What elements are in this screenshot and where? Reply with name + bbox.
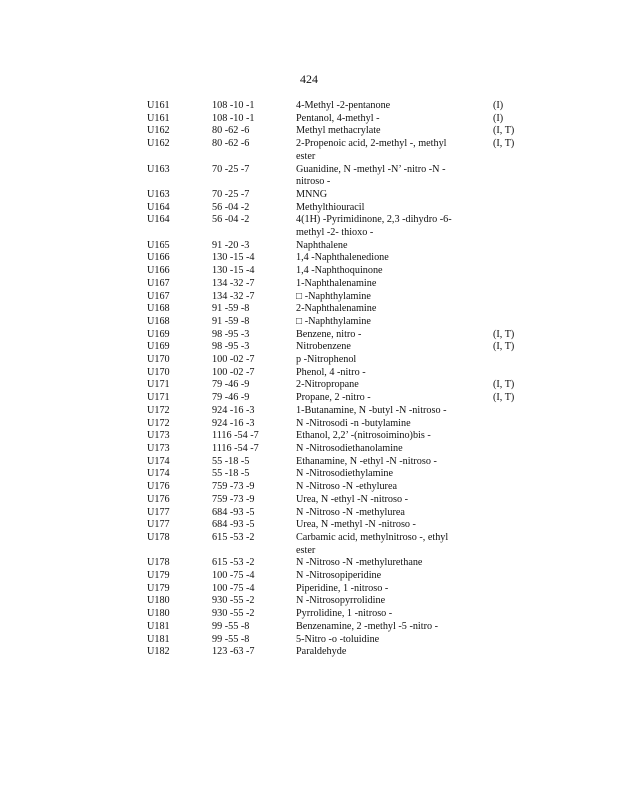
waste-code-cell: U172	[147, 404, 170, 416]
waste-table-body	[147, 100, 533, 659]
cas-number-cell: 759 -73 -9	[212, 481, 255, 493]
substance-name-cell	[296, 189, 493, 202]
substance-name: 1,4 -Naphthoquinone	[296, 265, 383, 277]
hazard-code-cell	[493, 621, 533, 634]
substance-name: Urea, N -methyl -N -nitroso -	[296, 519, 416, 531]
table-row	[147, 634, 533, 647]
cas-number-cell: 130 -15 -4	[212, 252, 255, 264]
cas-number-cell: 56 -04 -2	[212, 201, 250, 213]
cas-number-cell: 98 -95 -3	[212, 328, 250, 340]
substance-name-cell	[296, 265, 493, 278]
table-row	[147, 468, 533, 481]
waste-code-cell: U178	[147, 557, 170, 569]
table-row	[147, 202, 533, 215]
hazardous-waste-table	[147, 100, 533, 659]
cas-number-cell: 80 -62 -6	[212, 138, 250, 150]
waste-code-cell: U181	[147, 620, 170, 632]
hazard-code-cell	[493, 443, 533, 456]
substance-name: p -Nitrophenol	[296, 354, 357, 366]
table-row	[147, 252, 533, 265]
hazard-code-cell: (I, T)	[493, 328, 515, 340]
table-row	[147, 214, 533, 239]
substance-name: Benzene, nitro -	[296, 328, 362, 340]
table-row	[147, 100, 533, 113]
waste-code-cell: U174	[147, 455, 170, 467]
table-row	[147, 278, 533, 291]
waste-code-cell: U176	[147, 493, 170, 505]
substance-name: Pyrrolidine, 1 -nitroso -	[296, 608, 393, 620]
table-row	[147, 583, 533, 596]
substance-name: N -Nitroso -N -ethylurea	[296, 481, 397, 493]
table-row	[147, 316, 533, 329]
cas-number-cell: 70 -25 -7	[212, 163, 250, 175]
waste-code-cell: U163	[147, 188, 170, 200]
cas-number-cell: 100 -02 -7	[212, 366, 255, 378]
table-row	[147, 646, 533, 659]
waste-code-cell: U177	[147, 506, 170, 518]
waste-code-cell: U172	[147, 417, 170, 429]
table-row	[147, 354, 533, 367]
hazard-code-cell	[493, 405, 533, 418]
substance-name-cell	[296, 468, 493, 481]
cas-number-cell: 924 -16 -3	[212, 417, 255, 429]
substance-name: Phenol, 4 -nitro -	[296, 366, 366, 378]
substance-name: N -Nitrosopyrrolidine	[296, 595, 386, 607]
substance-name: Naphthalene	[296, 239, 348, 251]
cas-number-cell: 80 -62 -6	[212, 125, 250, 137]
substance-name-cell	[296, 392, 493, 405]
table-row	[147, 164, 533, 189]
table-row	[147, 608, 533, 621]
table-row	[147, 138, 533, 163]
cas-number-cell: 91 -59 -8	[212, 315, 250, 327]
hazard-code-cell: (I, T)	[493, 379, 515, 391]
cas-number-cell: 130 -15 -4	[212, 265, 255, 277]
cas-number-cell: 100 -75 -4	[212, 570, 255, 582]
substance-name-cell	[296, 481, 493, 494]
table-row	[147, 265, 533, 278]
waste-code-cell: U168	[147, 303, 170, 315]
waste-code-cell: U163	[147, 163, 170, 175]
waste-code-cell: U179	[147, 582, 170, 594]
substance-name: 5-Nitro -o -toluidine	[296, 633, 380, 645]
substance-name: Guanidine, N -methyl -N’ -nitro -N - nitroso -	[296, 163, 446, 188]
hazard-code-cell: (I, T)	[493, 341, 515, 353]
table-row	[147, 570, 533, 583]
table-row	[147, 557, 533, 570]
table-row	[147, 405, 533, 418]
hazard-code-cell	[493, 532, 533, 557]
substance-name-cell	[296, 608, 493, 621]
substance-name-cell	[296, 519, 493, 532]
cas-number-cell: 1116 -54 -7	[212, 442, 259, 454]
substance-name-cell	[296, 456, 493, 469]
substance-name-cell	[296, 532, 493, 557]
substance-name-cell	[296, 240, 493, 253]
substance-name: Methylthiouracil	[296, 201, 365, 213]
waste-code-cell: U161	[147, 100, 170, 111]
substance-name-cell	[296, 507, 493, 520]
substance-name-cell	[296, 418, 493, 431]
table-row	[147, 367, 533, 380]
hazard-code-cell	[493, 291, 533, 304]
cas-number-cell: 684 -93 -5	[212, 519, 255, 531]
substance-name: 4-Methyl -2-pentanone	[296, 100, 391, 111]
hazard-code-cell	[493, 240, 533, 253]
hazard-code-cell	[493, 418, 533, 431]
substance-name: N -Nitrosodiethylamine	[296, 468, 394, 480]
hazard-code-cell	[493, 494, 533, 507]
waste-code-cell: U169	[147, 341, 170, 353]
substance-name-cell	[296, 570, 493, 583]
table-row	[147, 595, 533, 608]
waste-code-cell: U161	[147, 112, 170, 124]
hazard-code-cell	[493, 557, 533, 570]
substance-name-cell	[296, 278, 493, 291]
cas-number-cell: 100 -02 -7	[212, 354, 255, 366]
waste-code-cell: U178	[147, 531, 170, 543]
cas-number-cell: 134 -32 -7	[212, 290, 255, 302]
table-row	[147, 189, 533, 202]
cas-number-cell: 1116 -54 -7	[212, 430, 259, 442]
waste-code-cell: U180	[147, 608, 170, 620]
table-row	[147, 532, 533, 557]
substance-name: N -Nitroso -N -methylurea	[296, 506, 405, 518]
cas-number-cell: 70 -25 -7	[212, 188, 250, 200]
substance-name: Pentanol, 4-methyl -	[296, 112, 380, 124]
cas-number-cell: 91 -59 -8	[212, 303, 250, 315]
substance-name: Methyl methacrylate	[296, 125, 381, 137]
hazard-code-cell	[493, 202, 533, 215]
substance-name: Nitrobenzene	[296, 341, 351, 353]
waste-code-cell: U162	[147, 125, 170, 137]
waste-code-cell: U170	[147, 354, 170, 366]
waste-code-cell: U165	[147, 239, 170, 251]
table-row	[147, 430, 533, 443]
substance-name-cell	[296, 443, 493, 456]
hazard-code-cell: (I, T)	[493, 138, 515, 150]
substance-name-cell	[296, 557, 493, 570]
substance-name-cell	[296, 583, 493, 596]
waste-code-cell: U182	[147, 646, 170, 658]
substance-name-cell	[296, 329, 493, 342]
hazard-code-cell	[493, 583, 533, 596]
hazard-code-cell	[493, 252, 533, 265]
table-row	[147, 494, 533, 507]
substance-name-cell	[296, 621, 493, 634]
substance-name-cell	[296, 367, 493, 380]
hazard-code-cell: (I)	[493, 100, 504, 111]
cas-number-cell: 99 -55 -8	[212, 620, 250, 632]
substance-name-cell	[296, 164, 493, 189]
table-row	[147, 519, 533, 532]
substance-name: Carbamic acid, methylnitroso -, ethyl ester	[296, 531, 449, 556]
hazard-code-cell: (I, T)	[493, 125, 515, 137]
hazard-code-cell: (I, T)	[493, 392, 515, 404]
substance-name: Urea, N -ethyl -N -nitroso -	[296, 493, 409, 505]
substance-name-cell	[296, 595, 493, 608]
cas-number-cell: 100 -75 -4	[212, 582, 255, 594]
table-row	[147, 392, 533, 405]
cas-number-cell: 134 -32 -7	[212, 277, 255, 289]
waste-code-cell: U177	[147, 519, 170, 531]
hazard-code-cell	[493, 367, 533, 380]
substance-name: 4(1H) -Pyrimidinone, 2,3 -dihydro -6- methyl -2- thioxo -	[296, 214, 452, 239]
substance-name-cell	[296, 252, 493, 265]
hazard-code-cell	[493, 164, 533, 189]
cas-number-cell: 615 -53 -2	[212, 531, 255, 543]
hazard-code-cell	[493, 468, 533, 481]
substance-name-cell	[296, 316, 493, 329]
cas-number-cell: 759 -73 -9	[212, 493, 255, 505]
waste-code-cell: U171	[147, 392, 170, 404]
substance-name-cell	[296, 202, 493, 215]
substance-name-cell	[296, 379, 493, 392]
cas-number-cell: 108 -10 -1	[212, 100, 255, 111]
cas-number-cell: 684 -93 -5	[212, 506, 255, 518]
waste-code-cell: U176	[147, 481, 170, 493]
table-row	[147, 240, 533, 253]
substance-name-cell	[296, 100, 493, 113]
table-row	[147, 291, 533, 304]
substance-name: 1,4 -Naphthalenedione	[296, 252, 389, 264]
cas-number-cell: 98 -95 -3	[212, 341, 250, 353]
hazard-code-cell: (I)	[493, 112, 504, 124]
substance-name: 2-Nitropropane	[296, 379, 359, 391]
hazard-code-cell	[493, 354, 533, 367]
table-row	[147, 621, 533, 634]
substance-name: Paraldehyde	[296, 646, 347, 658]
hazard-code-cell	[493, 214, 533, 239]
waste-code-cell: U167	[147, 290, 170, 302]
hazard-code-cell	[493, 595, 533, 608]
substance-name-cell	[296, 634, 493, 647]
table-row	[147, 125, 533, 138]
waste-code-cell: U167	[147, 277, 170, 289]
waste-code-cell: U179	[147, 570, 170, 582]
substance-name: Piperidine, 1 -nitroso -	[296, 582, 389, 594]
cas-number-cell: 123 -63 -7	[212, 646, 255, 658]
substance-name: □ -Naphthylamine	[296, 290, 371, 302]
substance-name-cell	[296, 341, 493, 354]
waste-code-cell: U166	[147, 252, 170, 264]
substance-name-cell	[296, 354, 493, 367]
hazard-code-cell	[493, 316, 533, 329]
hazard-code-cell	[493, 570, 533, 583]
waste-code-cell: U168	[147, 315, 170, 327]
cas-number-cell: 930 -55 -2	[212, 608, 255, 620]
substance-name: N -Nitrosopiperidine	[296, 570, 382, 582]
table-row	[147, 379, 533, 392]
substance-name: 1-Butanamine, N -butyl -N -nitroso -	[296, 404, 447, 416]
cas-number-cell: 55 -18 -5	[212, 455, 250, 467]
hazard-code-cell	[493, 430, 533, 443]
substance-name-cell	[296, 125, 493, 138]
waste-code-cell: U170	[147, 366, 170, 378]
substance-name: Ethanol, 2,2’ -(nitrosoimino)bis -	[296, 430, 431, 442]
substance-name: 1-Naphthalenamine	[296, 277, 377, 289]
cas-number-cell: 930 -55 -2	[212, 595, 255, 607]
waste-code-cell: U166	[147, 265, 170, 277]
waste-code-cell: U164	[147, 214, 170, 226]
substance-name-cell	[296, 405, 493, 418]
table-row	[147, 507, 533, 520]
waste-code-cell: U162	[147, 138, 170, 150]
substance-name: N -Nitrosodiethanolamine	[296, 442, 403, 454]
waste-code-cell: U174	[147, 468, 170, 480]
table-row	[147, 481, 533, 494]
hazard-code-cell	[493, 265, 533, 278]
hazard-code-cell	[493, 507, 533, 520]
substance-name: Propane, 2 -nitro -	[296, 392, 371, 404]
hazard-code-cell	[493, 278, 533, 291]
substance-name-cell	[296, 214, 493, 239]
table-row	[147, 341, 533, 354]
substance-name-cell	[296, 646, 493, 659]
hazard-code-cell	[493, 481, 533, 494]
substance-name: Benzenamine, 2 -methyl -5 -nitro -	[296, 620, 439, 632]
substance-name: 2-Naphthalenamine	[296, 303, 377, 315]
waste-code-cell: U173	[147, 430, 170, 442]
waste-code-cell: U171	[147, 379, 170, 391]
substance-name-cell	[296, 113, 493, 126]
substance-name-cell	[296, 494, 493, 507]
cas-number-cell: 99 -55 -8	[212, 633, 250, 645]
hazard-code-cell	[493, 608, 533, 621]
cas-number-cell: 91 -20 -3	[212, 239, 250, 251]
cas-number-cell: 79 -46 -9	[212, 392, 250, 404]
hazard-code-cell	[493, 646, 533, 659]
substance-name: Ethanamine, N -ethyl -N -nitroso -	[296, 455, 437, 467]
table-row	[147, 456, 533, 469]
substance-name-cell	[296, 303, 493, 316]
waste-code-cell: U169	[147, 328, 170, 340]
table-row	[147, 443, 533, 456]
cas-number-cell: 56 -04 -2	[212, 214, 250, 226]
waste-code-cell: U180	[147, 595, 170, 607]
page-number: 424	[300, 72, 318, 86]
cas-number-cell: 55 -18 -5	[212, 468, 250, 480]
table-row	[147, 303, 533, 316]
cas-number-cell: 108 -10 -1	[212, 112, 255, 124]
table-row	[147, 418, 533, 431]
waste-code-cell: U164	[147, 201, 170, 213]
hazard-code-cell	[493, 303, 533, 316]
waste-code-cell: U173	[147, 442, 170, 454]
table-row	[147, 113, 533, 126]
substance-name: N -Nitrosodi -n -butylamine	[296, 417, 411, 429]
substance-name-cell	[296, 138, 493, 163]
substance-name: MNNG	[296, 188, 328, 200]
substance-name: □ -Naphthylamine	[296, 315, 371, 327]
hazard-code-cell	[493, 456, 533, 469]
cas-number-cell: 615 -53 -2	[212, 557, 255, 569]
hazard-code-cell	[493, 189, 533, 202]
substance-name: 2-Propenoic acid, 2-methyl -, methyl ester	[296, 138, 447, 162]
cas-number-cell: 79 -46 -9	[212, 379, 250, 391]
table-row	[147, 329, 533, 342]
hazard-code-cell	[493, 634, 533, 647]
substance-name: N -Nitroso -N -methylurethane	[296, 557, 423, 569]
hazard-code-cell	[493, 519, 533, 532]
substance-name-cell	[296, 291, 493, 304]
cas-number-cell: 924 -16 -3	[212, 404, 255, 416]
substance-name-cell	[296, 430, 493, 443]
waste-code-cell: U181	[147, 633, 170, 645]
